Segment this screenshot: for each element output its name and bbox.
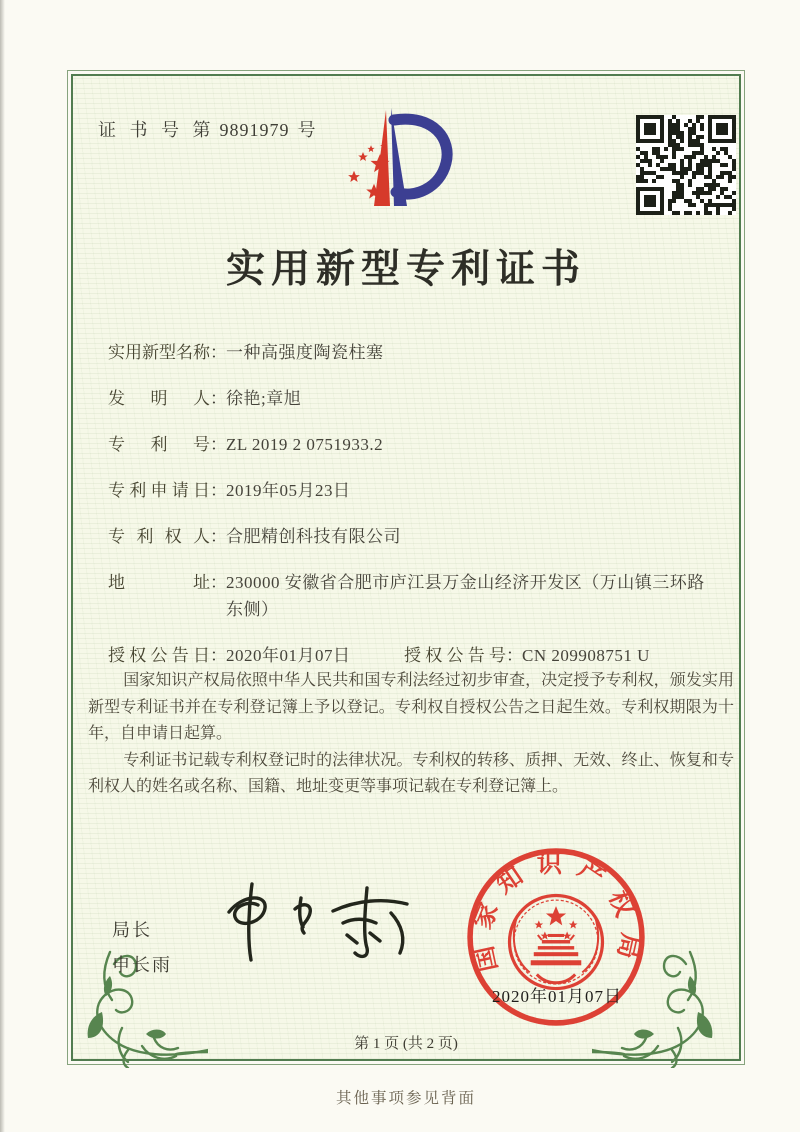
field-colon: ： (210, 481, 227, 500)
field-row-patentee (108, 523, 736, 550)
field-colon: ： (210, 435, 227, 454)
seal-arc-label: 国家知识产权局 (467, 850, 645, 975)
certificate-number-suffix: 号 (297, 120, 316, 140)
field-row-grant (108, 642, 736, 669)
field-value-patentee: 合肥精创科技有限公司 (226, 527, 401, 546)
field-value-utility-model-name: 一种高强度陶瓷柱塞 (226, 343, 384, 362)
certificate-number-prefix: 证 书 号 第 (98, 120, 214, 140)
legal-paragraph-1: 国家知识产权局依照中华人民共和国专利法经过初步审查，决定授予专利权，颁发实用新型专利证书并在专利登记簿上予以登记。专利权自授权公告之日起生效。专利权期限为十年，自申请日起算。 (88, 672, 734, 742)
grant-number-value: CN 209908751 U (522, 646, 650, 665)
field-label: 地 址 (108, 573, 210, 592)
field-row-utility-model-name (108, 339, 736, 366)
field-row-inventors (108, 385, 736, 412)
field-label: 专 利 号 (108, 435, 210, 454)
field-label: 专 利 权 人 (108, 527, 210, 546)
certificate-title: 实用新型专利证书 (225, 248, 586, 291)
page-number: 第 1 页 (共 2 页) (354, 1036, 458, 1052)
commissioner-name: 申长雨 (112, 955, 172, 975)
field-colon: ： (210, 389, 227, 408)
field-row-filing-date (108, 477, 736, 504)
field-label: 实 用 新 型 名 称 (108, 343, 210, 362)
seal-national-emblem (509, 896, 602, 989)
field-value-patent-number: ZL 2019 2 0751933.2 (226, 435, 384, 454)
legal-paragraph-2: 专利证书记载专利权登记时的法律状况。专利权的转移、质押、无效、终止、恢复和专利权人的姓名或名称、国籍、地址变更等事项记载在专利登记簿上。 (88, 751, 734, 795)
field-colon: ： (210, 646, 227, 665)
grant-date-value: 2020年01月07日 (226, 646, 351, 665)
seal-date: 2020年01月07日 (492, 987, 622, 1006)
field-colon: ： (210, 527, 227, 546)
certificate-number-value: 9891979 (219, 120, 290, 140)
cnipa-logo-icon (330, 100, 464, 220)
field-value-address: 230000 安徽省合肥市庐江县万金山经济开发区（万山镇三环路东侧） (226, 573, 705, 619)
field-row-address (108, 569, 736, 623)
field-colon: ： (210, 573, 227, 592)
grant-date-label: 授 权 公 告 日 (108, 646, 210, 665)
field-colon: ： (506, 646, 523, 665)
certificate-number-line (98, 116, 316, 142)
field-value-inventors: 徐艳;章旭 (226, 389, 302, 408)
grant-number-label: 授 权 公 告 号 (404, 646, 506, 665)
field-label: 发 明 人 (108, 389, 210, 408)
field-value-filing-date: 2019年05月23日 (226, 481, 351, 500)
field-label: 专 利 申 请 日 (108, 481, 210, 500)
commissioner-signature-image (215, 880, 420, 964)
legal-text-block (88, 668, 734, 801)
logo-p-mark (374, 108, 447, 206)
field-colon: ： (210, 343, 227, 362)
certificate-fields (108, 339, 736, 688)
qr-code (636, 115, 736, 215)
back-side-note: 其他事项参见背面 (335, 1090, 476, 1107)
field-row-patent-number (108, 431, 736, 458)
commissioner-title: 局长 (112, 920, 152, 940)
